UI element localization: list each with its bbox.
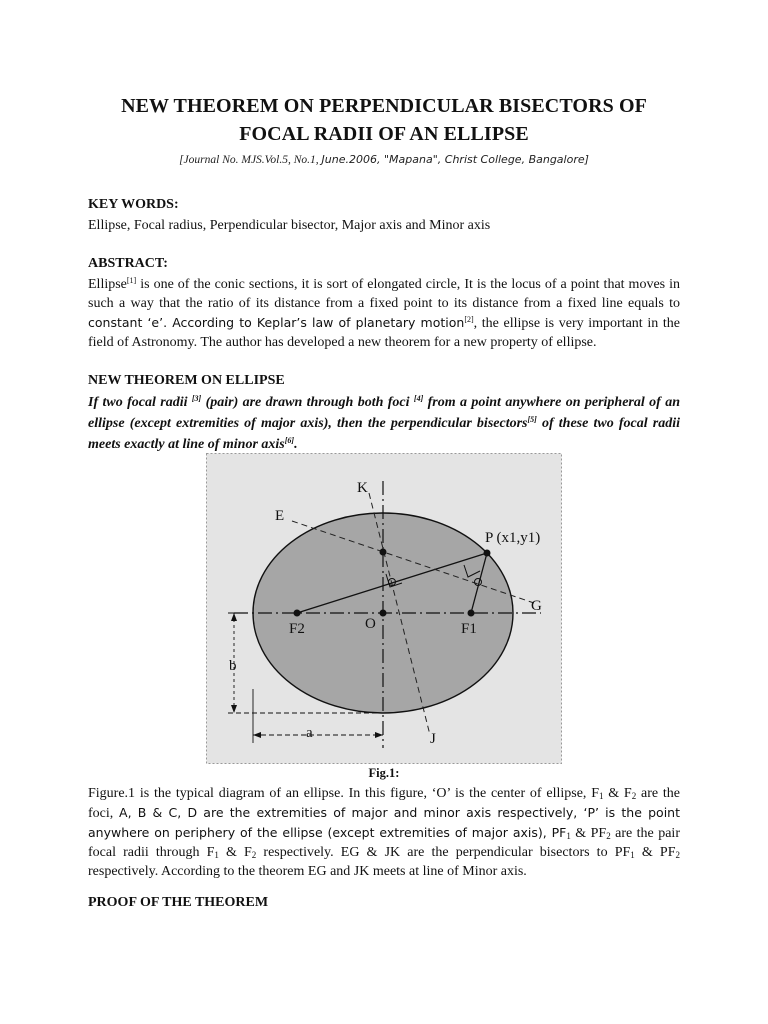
paper-body (88, 92, 680, 455)
ellipse-diagram (206, 453, 562, 764)
label-f2: F2 (289, 621, 305, 637)
citation-5: [5] (527, 415, 537, 424)
label-a: a (306, 725, 313, 741)
abstract-section (88, 255, 680, 352)
point-f1 (468, 610, 475, 617)
point-p (484, 550, 491, 557)
abstract-text: Ellipse[1] is one of the conic sections, it is sort of elongated circle, It is the locus of a point that moves in such a way that the ratio of its distance from a fixed point to its distance from a fixed line equals to constant ‘e’. According to Keplar’s law of planetary motion[2], the ellipse is very important in the field of Astronomy. The author has developed a new theorem for a new property of ellipse. (88, 276, 680, 350)
theorem-heading: NEW THEOREM ON ELLIPSE (88, 373, 285, 388)
point-f2 (294, 610, 301, 617)
theorem-section (88, 372, 680, 455)
figure-description (88, 782, 680, 881)
keywords-section (88, 196, 680, 235)
keywords-heading: KEY WORDS: (88, 197, 179, 212)
point-intersection (380, 549, 387, 556)
point-o (380, 610, 387, 617)
label-j: J (430, 731, 436, 747)
label-g: G (531, 598, 542, 614)
label-b: b (229, 658, 237, 674)
title-line-2: FOCAL RADII OF AN ELLIPSE (239, 123, 529, 145)
journal-reference: [Journal No. MJS.Vol.5, No.1, June.2006, "Mapana", Christ College, Bangalore] (179, 153, 589, 166)
paper-title (88, 92, 680, 148)
citation-2: [2] (464, 315, 474, 324)
ellipse-figure (206, 453, 562, 764)
label-p: P (x1,y1) (485, 530, 541, 546)
label-o: O (365, 616, 376, 632)
citation-3: [3] (191, 394, 202, 403)
keywords-text: Ellipse, Focal radius, Perpendicular bisector, Major axis and Minor axis (88, 218, 491, 233)
title-line-1: NEW THEOREM ON PERPENDICULAR BISECTORS OF (121, 95, 647, 117)
proof-heading: PROOF OF THE THEOREM (88, 895, 269, 910)
abstract-heading: ABSTRACT: (88, 256, 168, 271)
label-f1: F1 (461, 621, 477, 637)
label-e: E (275, 508, 285, 524)
citation-1: [1] (126, 276, 137, 285)
label-k: K (357, 480, 368, 496)
figure-caption: Fig.1: (368, 766, 400, 780)
description-paragraph: Figure.1 is the typical diagram of an ellipse. In this figure, ‘O’ is the center of ellipse, $F_1$ & $F_2$ are the foci, A, B & C, D are the extremities of major and minor axis respectively, ‘P’ is the point anywhere on periphery of the ellipse (except extremities of major axis), $PF_1$ & $PF_2$ are the pair focal radii through $F_1$ & $F_2$ respectively. EG & JK are the perpendicular bisectors to $PF_1$ & $PF_2$ respectively. According to the theorem EG and JK meets at line of Minor axis. (88, 786, 681, 879)
citation-6: [6] (284, 436, 295, 445)
theorem-statement: If two focal radii [3] (pair) are drawn through both foci [4] from a point anywhere on peripheral of an ellipse (except extremities of major axis), then the perpendicular bisectors[5] of these two focal radii meets exactly at line of minor axis[6]. (88, 394, 681, 452)
citation-4: [4] (413, 394, 424, 403)
